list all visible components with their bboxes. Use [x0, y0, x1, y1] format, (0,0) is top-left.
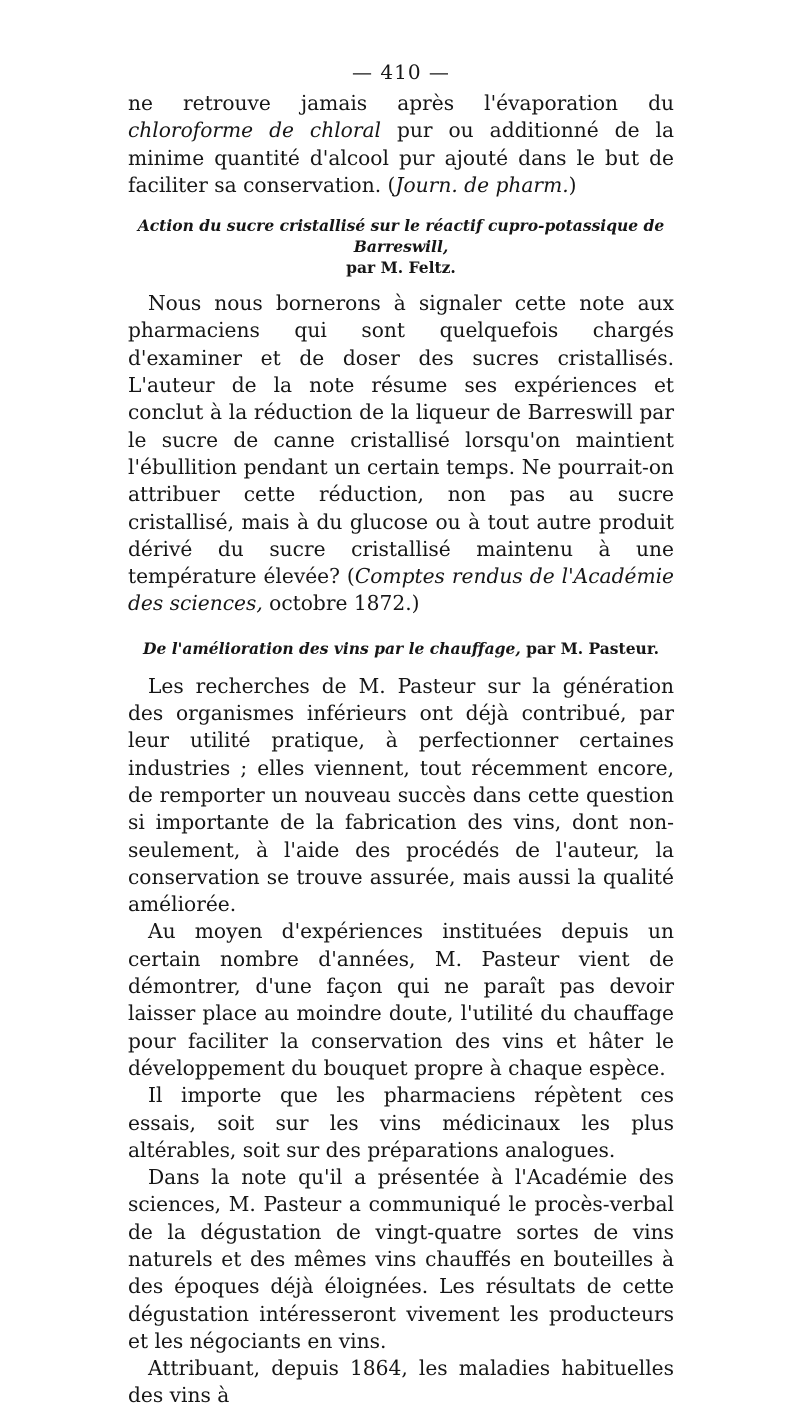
- article-1-body: [128, 290, 674, 618]
- article-2-paragraph-2: Au moyen d'expériences instituées depuis un certain nombre d'années, M. Pasteur vient de démontrer, d'une façon qui ne paraît pas devoir laisser place au moindre doute, l'utilité du chauffage pour faciliter la conservation des vins et hâter le développement du bouquet propre à chaque espèce.: [128, 919, 674, 1080]
- article-2-author: par M. Pasteur.: [520, 638, 659, 658]
- article-2-heading: [128, 638, 674, 659]
- article-2-paragraph-4: Dans la note qu'il a présentée à l'Académie des sciences, M. Pasteur a communiqué le procès-verbal de la dégustation de vingt-quatre sortes de vins naturels et des mêmes vins chauffés en bouteilles à des époques déjà éloignées. Les résultats de cette dégustation intéresseront vivement les producteurs et les négociants en vins.: [128, 1165, 674, 1353]
- article-1-source-date: octobre 1872.): [262, 591, 420, 616]
- article-1-heading: [128, 215, 674, 278]
- article-2-paragraph-1: Les recherches de M. Pasteur sur la génération des organismes inférieurs ont déjà contribué, par leur utilité pratique, à perfectionner certaines industries ; elles viennent, tout récemment encore, de remporter un nouveau succès dans cette question si importante de la fabrication des vins, dont non-seulement, à l'aide des procédés de l'auteur, la conservation se trouve assurée, mais aussi la qualité améliorée.: [128, 673, 674, 917]
- article-2-paragraph-3: Il importe que les pharmaciens répètent ces essais, soit sur les vins médicinaux les plus altérables, soit sur des préparations analogues.: [128, 1083, 674, 1162]
- article-1-title: Action du sucre cristallisé sur le réactif cupro-potassique de Barreswill,: [137, 216, 665, 257]
- continuation-text-start: ne retrouve jamais après l'évaporation du: [128, 91, 674, 115]
- article-1-author: par M. Feltz.: [346, 258, 456, 278]
- continuation-italic-term: chloroforme de chloral: [128, 118, 381, 143]
- article-2-title: De l'amélioration des vins par le chauffage,: [143, 638, 521, 658]
- document-page: [128, 58, 674, 1410]
- continuation-source-name: de pharm.: [464, 172, 569, 197]
- article-1-source: Comptes rendus de l'Académie des sciences,: [128, 564, 675, 616]
- continuation-text-rest: pur ou additionné de la minime quantité d'alcool pur ajouté dans le but de faciliter sa conservation. (: [128, 118, 674, 197]
- article-2-paragraph-5: Attribuant, depuis 1864, les maladies habituelles des vins à: [128, 1356, 674, 1408]
- page-number: — 410 —: [352, 60, 450, 84]
- article-1-body-text: Nous nous bornerons à signaler cette note aux pharmaciens qui sont quelquefois chargés d'examiner et de doser des sucres cristallisés. L'auteur de la note résume ses expériences et conclut à la réduction de la liqueur de Barreswill par le sucre de canne cristallisé lorsqu'on maintient l'ébullition pendant un certain temps. Ne pourrait-on attribuer cette réduction, non pas au sucre cristallisé, mais à du glucose ou à tout autre produit dérivé du sucre cristallisé maintenu à une température élevée? (: [128, 291, 674, 589]
- continuation-paragraph: ne retrouve jamais après l'évaporation du chloroforme de chloral pur ou additionné de la minime quantité d'alcool pur ajouté dans le but de faciliter sa conservation. (Journ. de pharm.): [128, 91, 674, 197]
- continuation-source-journal: Journ.: [395, 172, 458, 197]
